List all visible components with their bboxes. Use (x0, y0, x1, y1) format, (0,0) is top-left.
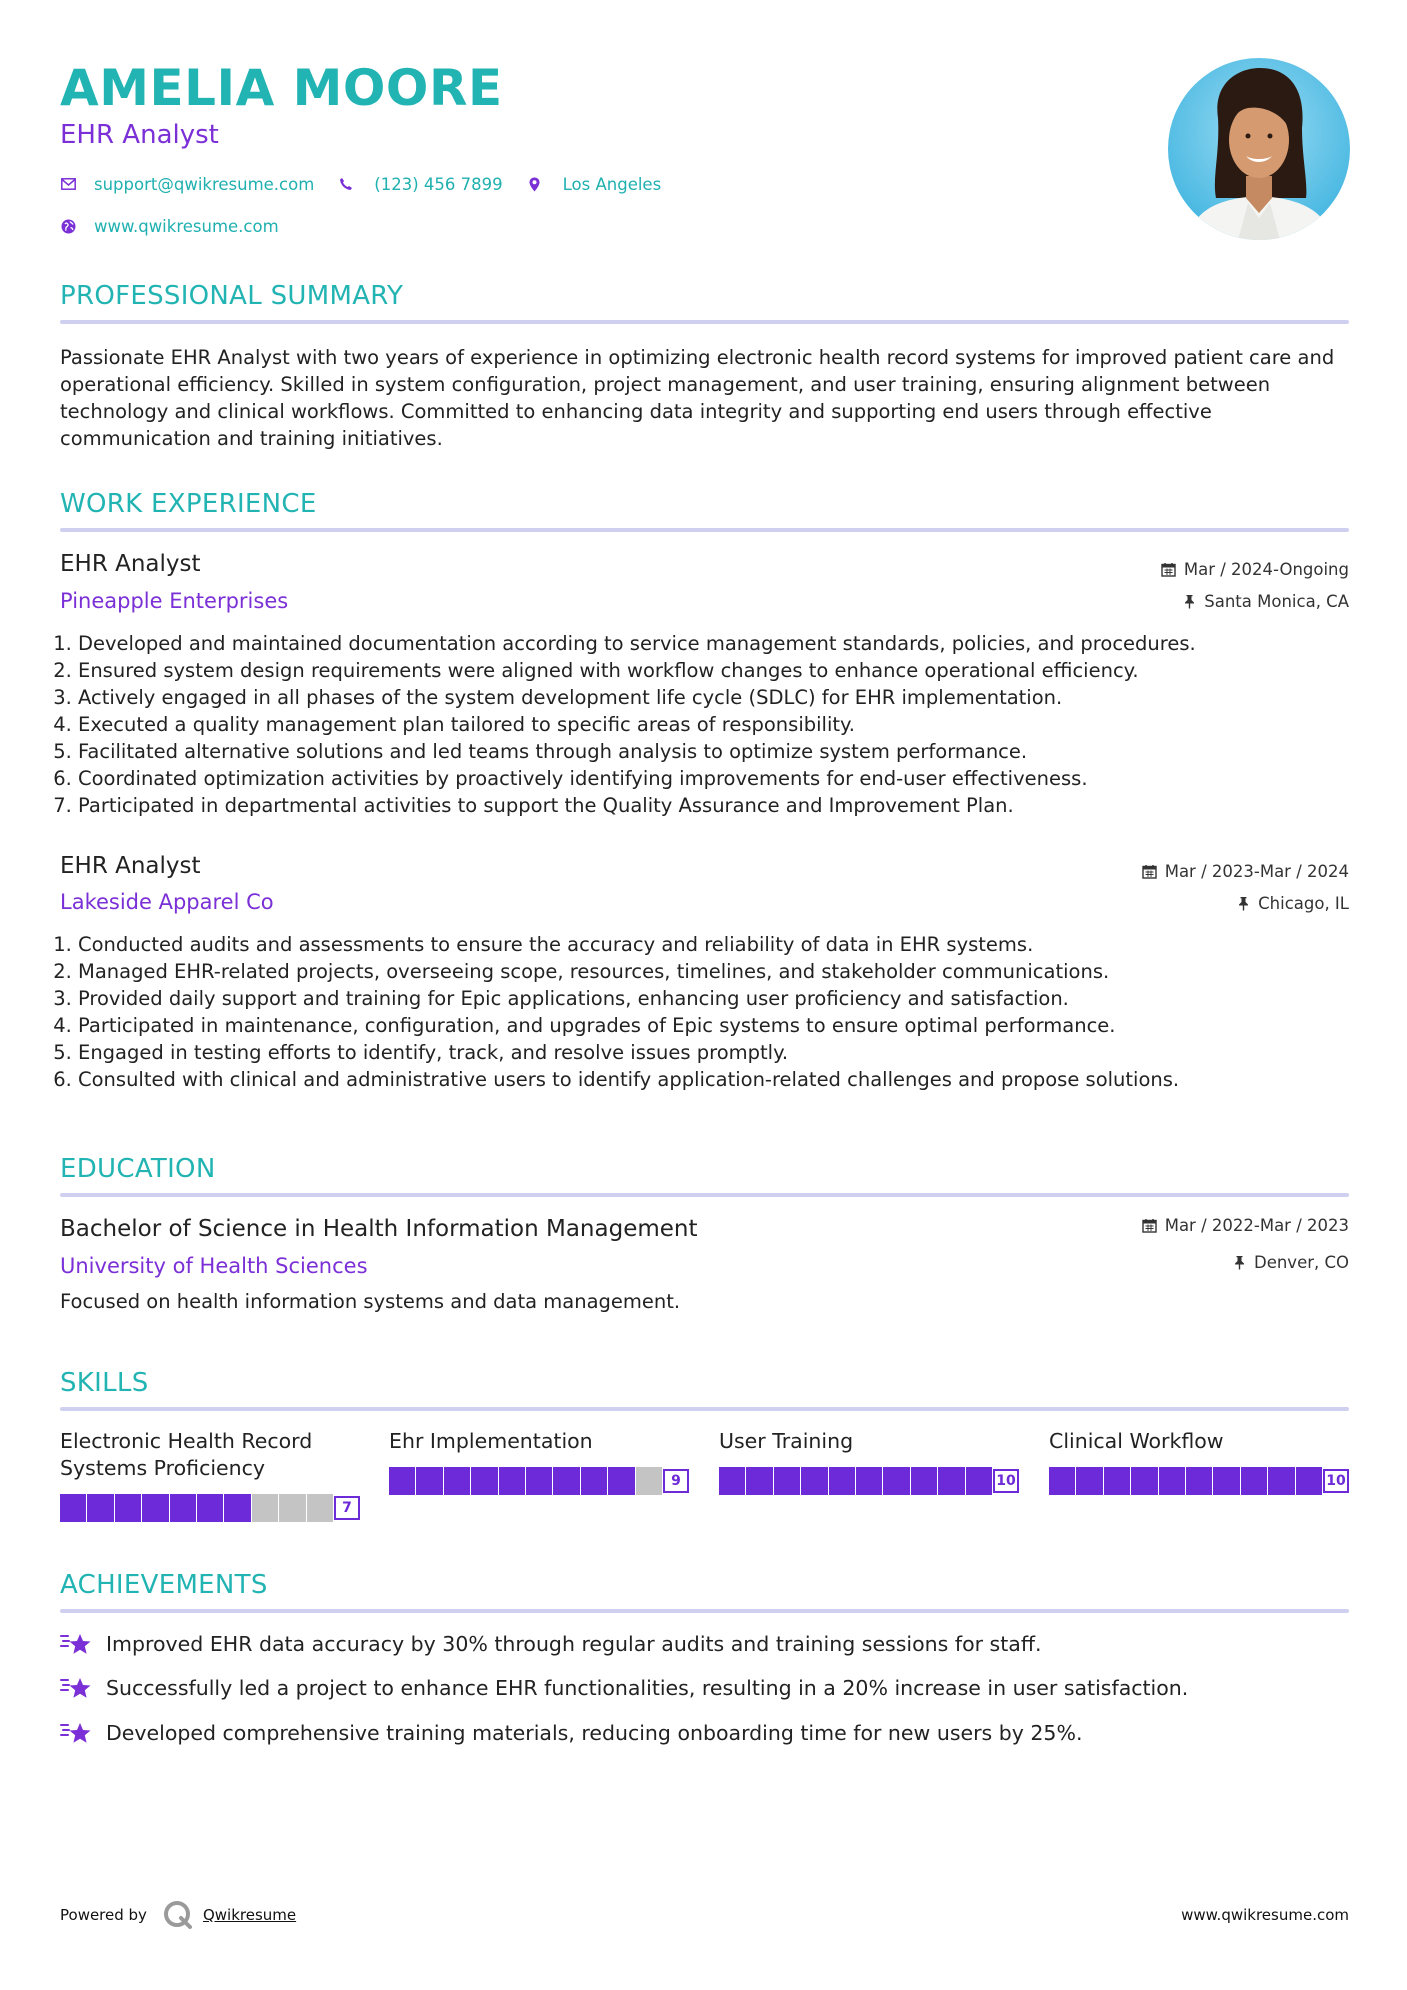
phone-item[interactable] (338, 175, 502, 194)
job-1-bullets (60, 630, 1348, 819)
skill-segment-filled (1104, 1467, 1130, 1495)
location-text: Los Angeles (562, 174, 662, 194)
education-divider (60, 1193, 1349, 1197)
skill-segment-filled (416, 1467, 442, 1495)
skill-segment-filled (1296, 1467, 1322, 1495)
pushpin-icon (1233, 1255, 1246, 1270)
star-icon (60, 1632, 92, 1656)
skill-segment-filled (801, 1467, 827, 1495)
footer-powered-by (60, 1898, 296, 1932)
skill-segment-filled (746, 1467, 772, 1495)
skill-name: Ehr Implementation (389, 1429, 593, 1453)
skill-segment-filled (938, 1467, 964, 1495)
location-item (527, 175, 662, 194)
summary-heading: PROFESSIONAL SUMMARY (60, 281, 404, 311)
skill-segments (719, 1467, 993, 1495)
skill-segment-filled (581, 1467, 607, 1495)
footer-website[interactable]: www.qwikresume.com (1181, 1906, 1349, 1924)
calendar-icon (1161, 562, 1176, 577)
skill-level-badge: 10 (993, 1469, 1019, 1493)
experience-divider (60, 528, 1349, 532)
skill-segment-filled (856, 1467, 882, 1495)
job-2-location (1237, 894, 1349, 913)
skill-level-badge: 10 (1323, 1469, 1349, 1493)
skill-segment-filled (87, 1494, 113, 1522)
email-text[interactable]: support@qwikresume.com (94, 174, 315, 194)
qwikresume-logo-icon (161, 1898, 195, 1932)
education-dates (1142, 1216, 1349, 1235)
skill-segment-filled (966, 1467, 992, 1495)
achievement-text: Developed comprehensive training materials, reducing onboarding time for new users by 25%. (106, 1721, 1083, 1745)
skill-item (719, 1428, 1019, 1489)
skill-segment-filled (142, 1494, 168, 1522)
job-1-location-text: Santa Monica, CA (1204, 592, 1349, 611)
experience-heading: WORK EXPERIENCE (60, 489, 317, 519)
pushpin-icon (1183, 594, 1196, 609)
contact-row (60, 172, 685, 196)
candidate-title: EHR Analyst (60, 120, 219, 150)
degree-title: Bachelor of Science in Health Information Management (60, 1216, 698, 1242)
list-item: 4. Executed a quality management plan tailored to specific areas of responsibility. (78, 711, 1348, 738)
education-location-text: Denver, CO (1253, 1253, 1349, 1272)
mail-icon (60, 176, 76, 192)
list-item: 6. Consulted with clinical and administrative users to identify application-related challenges and propose solutions. (78, 1066, 1348, 1093)
job-1-location (1183, 592, 1349, 611)
skill-segments (389, 1467, 663, 1495)
list-item: 3. Provided daily support and training for Epic applications, enhancing user proficiency and satisfaction. (78, 985, 1348, 1012)
skill-segment-filled (1268, 1467, 1294, 1495)
phone-icon (338, 176, 354, 192)
skills-divider (60, 1407, 1349, 1411)
skill-bar (60, 1494, 360, 1522)
star-icon (60, 1676, 92, 1700)
skill-segment-empty (252, 1494, 278, 1522)
skill-segment-filled (1049, 1467, 1075, 1495)
skill-item (1049, 1428, 1349, 1489)
skill-item (60, 1428, 360, 1516)
website-row (60, 214, 303, 238)
map-pin-icon (527, 176, 543, 192)
list-item: 7. Participated in departmental activities to support the Quality Assurance and Improvement Plan. (78, 792, 1348, 819)
calendar-icon (1142, 1218, 1157, 1233)
skill-segment-filled (444, 1467, 470, 1495)
job-1-dates-text: Mar / 2024-Ongoing (1183, 560, 1349, 579)
job-2-bullets (60, 931, 1348, 1093)
achievement-item (60, 1676, 1188, 1700)
achievement-text: Successfully led a project to enhance EHR functionalities, resulting in a 20% increase in user satisfaction. (106, 1676, 1189, 1700)
skill-bar (389, 1467, 689, 1495)
skill-segment-filled (60, 1494, 86, 1522)
education-heading: EDUCATION (60, 1154, 216, 1184)
avatar (1168, 58, 1350, 240)
job-2-role: EHR Analyst (60, 853, 201, 879)
skill-segments (1049, 1467, 1323, 1495)
skill-item (389, 1428, 689, 1489)
calendar-icon (1142, 864, 1157, 879)
achievement-text: Improved EHR data accuracy by 30% through regular audits and training sessions for staff. (106, 1632, 1042, 1656)
skill-level-badge: 9 (663, 1469, 689, 1493)
summary-text: Passionate EHR Analyst with two years of experience in optimizing electronic health record systems for improved patient care and operational efficiency. Skilled in system configuration, project management, and user training, ensuring alignment between technology and clinical workflows. Committed to enhancing data integrity and supporting end users through effective communication and training initiatives. (60, 346, 1335, 450)
website-item[interactable] (60, 217, 279, 236)
job-1-role: EHR Analyst (60, 551, 201, 577)
phone-text[interactable]: (123) 456 7899 (374, 174, 503, 194)
skill-segment-filled (1241, 1467, 1267, 1495)
skill-segment-filled (1186, 1467, 1212, 1495)
skill-segment-empty (279, 1494, 305, 1522)
education-dates-text: Mar / 2022-Mar / 2023 (1164, 1216, 1349, 1235)
job-2-location-text: Chicago, IL (1258, 894, 1349, 913)
profile-photo (1168, 58, 1350, 240)
achievements-heading: ACHIEVEMENTS (60, 1570, 268, 1600)
school-name: University of Health Sciences (60, 1254, 368, 1278)
education-description: Focused on health information systems and data management. (60, 1290, 681, 1313)
job-1-company: Pineapple Enterprises (60, 589, 289, 613)
globe-icon (60, 218, 76, 234)
skill-segment-empty (636, 1467, 662, 1495)
skill-segment-filled (911, 1467, 937, 1495)
skill-bar (719, 1467, 1019, 1495)
skill-segment-filled (829, 1467, 855, 1495)
skill-segments (60, 1494, 334, 1522)
skill-segment-filled (608, 1467, 634, 1495)
summary-divider (60, 320, 1349, 324)
powered-by-label: Powered by (60, 1906, 147, 1924)
skill-name: User Training (719, 1429, 854, 1453)
skills-heading: SKILLS (60, 1368, 149, 1398)
list-item: 1. Developed and maintained documentation according to service management standards, policies, and procedures. (78, 630, 1348, 657)
skill-segment-filled (224, 1494, 250, 1522)
achievements-divider (60, 1609, 1349, 1613)
list-item: 4. Participated in maintenance, configuration, and upgrades of Epic systems to ensure optimal performance. (78, 1012, 1348, 1039)
skill-segment-filled (883, 1467, 909, 1495)
skill-segment-filled (499, 1467, 525, 1495)
achievement-item (60, 1721, 1082, 1745)
list-item: 5. Facilitated alternative solutions and led teams through analysis to optimize system performance. (78, 738, 1348, 765)
job-1-dates (1161, 560, 1349, 579)
skill-segment-filled (471, 1467, 497, 1495)
email-item[interactable] (60, 175, 314, 194)
pushpin-icon (1237, 896, 1250, 911)
skill-segment-empty (307, 1494, 333, 1522)
skill-level-badge: 7 (334, 1496, 360, 1520)
list-item: 5. Engaged in testing efforts to identify, track, and resolve issues promptly. (78, 1039, 1348, 1066)
skill-name: Electronic Health Record Systems Proficiency (60, 1429, 313, 1480)
candidate-name: AMELIA MOORE (60, 59, 503, 117)
achievement-item (60, 1632, 1041, 1656)
skill-name: Clinical Workflow (1049, 1429, 1224, 1453)
star-icon (60, 1721, 92, 1745)
skill-segment-filled (553, 1467, 579, 1495)
skill-segment-filled (1159, 1467, 1185, 1495)
list-item: 1. Conducted audits and assessments to ensure the accuracy and reliability of data in EHR systems. (78, 931, 1348, 958)
skill-segment-filled (170, 1494, 196, 1522)
list-item: 2. Ensured system design requirements were aligned with workflow changes to enhance operational efficiency. (78, 657, 1348, 684)
skill-segment-filled (197, 1494, 223, 1522)
skill-segment-filled (389, 1467, 415, 1495)
skill-segment-filled (719, 1467, 745, 1495)
list-item: 6. Coordinated optimization activities by proactively identifying improvements for end-user effectiveness. (78, 765, 1348, 792)
skill-bar (1049, 1467, 1349, 1495)
skill-segment-filled (1076, 1467, 1102, 1495)
skill-segment-filled (1131, 1467, 1157, 1495)
job-2-company: Lakeside Apparel Co (60, 890, 274, 914)
list-item: 2. Managed EHR-related projects, overseeing scope, resources, timelines, and stakeholder communications. (78, 958, 1348, 985)
job-2-dates-text: Mar / 2023-Mar / 2024 (1164, 862, 1349, 881)
education-location (1233, 1253, 1349, 1272)
brand-link[interactable]: Qwikresume (202, 1906, 297, 1924)
skill-segment-filled (1213, 1467, 1239, 1495)
website-text[interactable]: www.qwikresume.com (94, 216, 279, 236)
list-item: 3. Actively engaged in all phases of the system development life cycle (SDLC) for EHR implementation. (78, 684, 1348, 711)
skill-segment-filled (115, 1494, 141, 1522)
skill-segment-filled (774, 1467, 800, 1495)
skill-segment-filled (526, 1467, 552, 1495)
job-2-dates (1142, 862, 1349, 881)
